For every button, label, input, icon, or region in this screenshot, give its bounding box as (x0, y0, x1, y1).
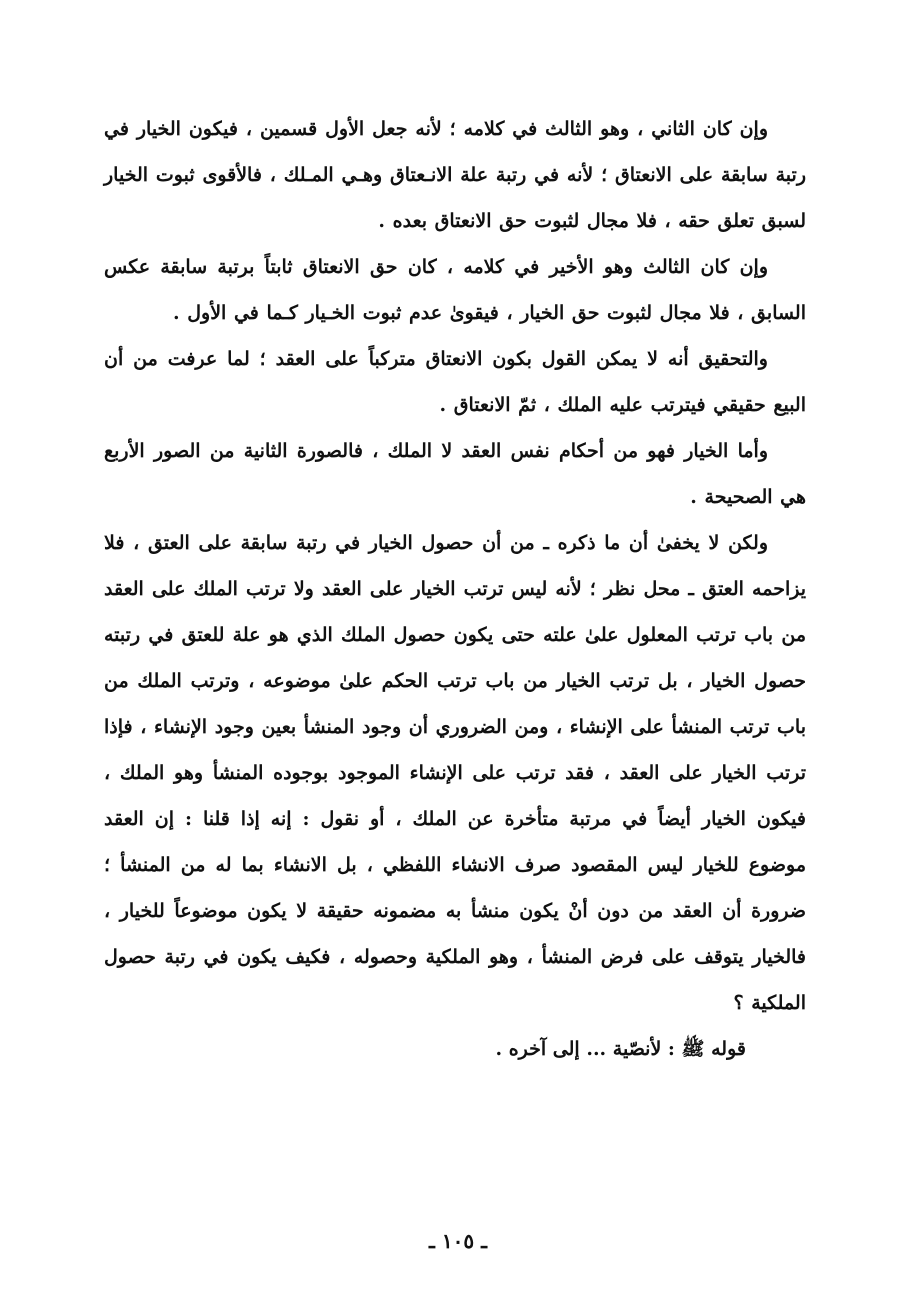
page-number: ـ ١٠٥ ـ (429, 1229, 487, 1253)
commentary-heading: قوله ﷺ : لأنصّية ... إلى آخره . (495, 1038, 746, 1060)
paragraph-5: ولكن لا يخفىٰ أن ما ذكره ـ من أن حصول الخيار في رتبة سابقة على العتق ، فلا يزاحمه العتق ـ محل نظر ؛ لأنه ليس ترتب الخيار على العقد ولا ترتب الملك على العقد من باب ترتب المعلول علىٰ علته حتى يكون حصول الملك الذي هو علة للعتق في رتبته حصول الخيار ، بل ترتب الخيار من باب ترتب الحكم علىٰ موضوعه ، وترتب الملك من باب ترتب المنشأ على الإنشاء ، ومن الضروري أن وجود المنشأ بعين وجود الإنشاء ، فإذا ترتب الخيار على العقد ، فقد ترتب على الإنشاء الموجود بوجوده المنشأ وهو الملك ، فيكون الخيار أيضاً في مرتبة متأخرة عن الملك ، أو نقول : إنه إذا قلنا : إن العقد موضوع للخيار ليس المقصود صرف الانشاء اللفظي ، بل الانشاء بما له من المنشأ ؛ ضرورة أن العقد من دون أنْ يكون منشأ به مضمونه حقيقة لا يكون موضوعاً للخيار ، فالخيار يتوقف على فرض المنشأ ، وهو الملكية وحصوله ، فكيف يكون في رتبة حصول الملكية ؟ (104, 532, 806, 1014)
body-text (104, 106, 806, 1072)
paragraph-3: والتحقيق أنه لا يمكن القول بكون الانعتاق متركباً على العقد ؛ لما عرفت من أن البيع حقيقي فيترتب عليه الملك ، ثمّ الانعتاق . (104, 348, 806, 416)
paragraph-2: وإن كان الثالث وهو الأخير في كلامه ، كان حق الانعتاق ثابتاً برتبة سابقة عكس السابق ، فلا مجال لثبوت حق الخيار ، فيقوىٰ عدم ثبوت الخـيار كـما في الأول . (104, 256, 806, 324)
paragraph-1: وإن كان الثاني ، وهو الثالث في كلامه ؛ لأنه جعل الأول قسمين ، فيكون الخيار في رتبة سابقة على الانعتاق ؛ لأنه في رتبة علة الانـعتاق وهـي المـلك ، فالأقوى ثبوت الخيار لسبق تعلق حقه ، فلا مجال لثبوت حق الانعتاق بعده . (104, 118, 806, 232)
paragraph-4: وأما الخيار فهو من أحكام نفس العقد لا الملك ، فالصورة الثانية من الصور الأربع هي الصحيحة . (104, 440, 806, 508)
